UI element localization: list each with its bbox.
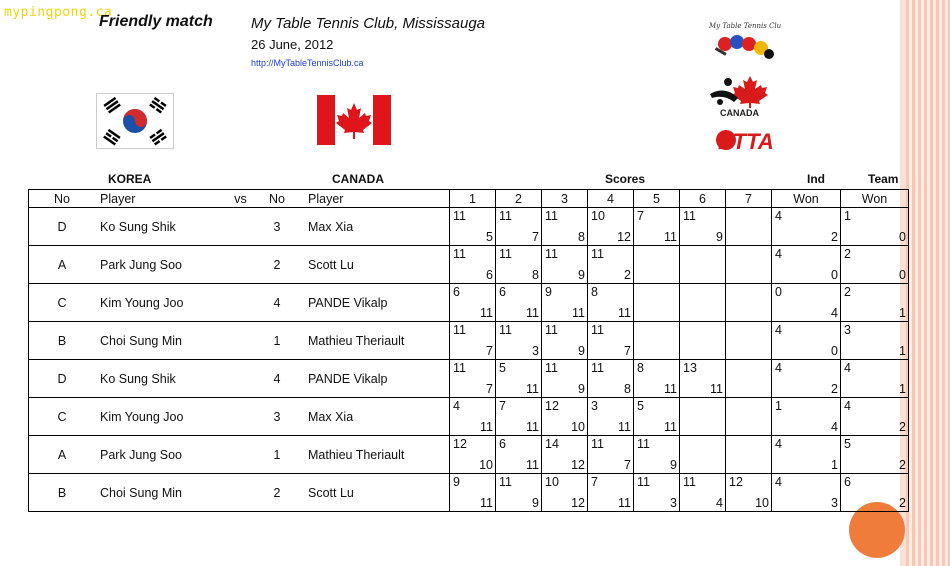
watermark-text: mypingpong.ca	[4, 5, 113, 20]
row-no: B	[29, 474, 96, 512]
game-score-left: 11	[591, 247, 604, 261]
ind-won-left: 4	[775, 323, 782, 337]
row-vs-spacer	[230, 208, 251, 246]
korea-flag	[96, 93, 174, 149]
game-score-right: 7	[486, 344, 493, 358]
game-score-right: 6	[486, 268, 493, 282]
ind-won-cell	[772, 436, 841, 474]
game-score-cell	[634, 284, 680, 322]
game-score-right: 5	[486, 230, 493, 244]
club-logo-text: My Table Tennis Club	[709, 22, 781, 30]
row-no2: 4	[251, 284, 303, 322]
ind-won-right: 4	[831, 420, 838, 434]
game-score-right: 12	[571, 496, 585, 510]
game-score-cell	[726, 436, 772, 474]
match-date: 26 June, 2012	[251, 37, 334, 52]
game-score-left: 11	[545, 209, 558, 223]
ind-won-cell	[772, 474, 841, 512]
game-score-cell	[496, 436, 542, 474]
team-won-right: 1	[899, 382, 906, 396]
game-score-right: 7	[486, 382, 493, 396]
team-won-left: 2	[844, 285, 851, 299]
game-score-left: 11	[453, 361, 466, 375]
ind-won-left: 4	[775, 209, 782, 223]
table-row	[29, 436, 909, 474]
game-score-cell	[450, 474, 496, 512]
team-won-cell	[841, 284, 909, 322]
game-score-right: 7	[624, 344, 631, 358]
game-score-cell	[726, 322, 772, 360]
row-player2: PANDE Vikalp	[303, 360, 450, 398]
game-score-left: 8	[637, 361, 644, 375]
team-won-right: 2	[899, 496, 906, 510]
row-no2: 1	[251, 436, 303, 474]
game-score-left: 11	[683, 475, 696, 489]
game-score-left: 11	[545, 361, 558, 375]
ind-won-right: 0	[831, 268, 838, 282]
club-logo	[701, 18, 781, 64]
game-score-cell	[542, 284, 588, 322]
table-row	[29, 360, 909, 398]
team-won-right: 2	[899, 458, 906, 472]
game-score-right: 2	[624, 268, 631, 282]
game-score-left: 14	[545, 437, 559, 451]
game-score-right: 12	[617, 230, 631, 244]
game-score-cell	[726, 246, 772, 284]
ind-heading: Ind	[807, 172, 825, 186]
ind-won-cell	[772, 208, 841, 246]
game-score-left: 7	[499, 399, 506, 413]
game-score-left: 6	[499, 285, 506, 299]
ind-won-left: 4	[775, 475, 782, 489]
col-player2: Player	[303, 190, 450, 208]
scores-heading: Scores	[605, 172, 646, 186]
game-score-cell	[588, 246, 634, 284]
game-score-left: 7	[637, 209, 644, 223]
row-vs-spacer	[230, 474, 251, 512]
game-score-cell	[726, 360, 772, 398]
game-score-right: 9	[716, 230, 723, 244]
team-won-right: 0	[899, 268, 906, 282]
row-player: Kim Young Joo	[95, 284, 230, 322]
game-score-cell	[680, 284, 726, 322]
game-score-right: 10	[571, 420, 585, 434]
game-score-cell	[450, 322, 496, 360]
team-won-cell	[841, 322, 909, 360]
game-score-left: 12	[453, 437, 467, 451]
game-score-cell	[450, 208, 496, 246]
team-won-right: 2	[899, 420, 906, 434]
game-score-cell	[450, 436, 496, 474]
game-score-cell	[680, 246, 726, 284]
game-score-right: 12	[571, 458, 585, 472]
team-won-cell	[841, 398, 909, 436]
canada-flag	[317, 95, 391, 145]
team-won-left: 2	[844, 247, 851, 261]
game-score-right: 9	[578, 268, 585, 282]
game-score-right: 8	[578, 230, 585, 244]
game-score-left: 11	[499, 323, 512, 337]
game-score-cell	[450, 360, 496, 398]
match-title: Friendly match	[99, 13, 213, 30]
game-score-cell	[588, 398, 634, 436]
game-score-right: 8	[624, 382, 631, 396]
game-score-cell	[680, 360, 726, 398]
col-team-won: Won	[841, 190, 909, 208]
game-score-cell	[542, 360, 588, 398]
row-no: A	[29, 246, 96, 284]
game-score-left: 11	[499, 209, 512, 223]
game-score-cell	[680, 398, 726, 436]
ind-won-right: 0	[831, 344, 838, 358]
game-score-cell	[542, 474, 588, 512]
game-score-cell	[542, 398, 588, 436]
row-vs-spacer	[230, 360, 251, 398]
ind-won-left: 4	[775, 361, 782, 375]
team-won-cell	[841, 436, 909, 474]
game-score-cell	[634, 246, 680, 284]
row-no2: 3	[251, 208, 303, 246]
row-vs-spacer	[230, 246, 251, 284]
row-player2: Max Xia	[303, 208, 450, 246]
team-won-left: 4	[844, 361, 851, 375]
ind-won-right: 2	[831, 230, 838, 244]
team-won-cell	[841, 208, 909, 246]
game-score-cell	[496, 284, 542, 322]
table-row	[29, 208, 909, 246]
row-player: Park Jung Soo	[95, 246, 230, 284]
game-score-right: 11	[480, 306, 493, 320]
row-no: A	[29, 436, 96, 474]
game-score-left: 12	[729, 475, 743, 489]
game-score-left: 13	[683, 361, 697, 375]
col-game-3: 3	[542, 190, 588, 208]
ind-won-left: 4	[775, 247, 782, 261]
left-team-heading: KOREA	[108, 172, 152, 186]
ind-won-cell	[772, 322, 841, 360]
row-no2: 3	[251, 398, 303, 436]
game-score-left: 11	[499, 247, 512, 261]
game-score-left: 7	[591, 475, 598, 489]
team-heading: Team	[868, 172, 899, 186]
game-score-right: 8	[532, 268, 539, 282]
team-won-right: 1	[899, 344, 906, 358]
game-score-left: 11	[637, 475, 650, 489]
game-score-right: 11	[618, 420, 631, 434]
game-score-left: 3	[591, 399, 598, 413]
game-score-right: 11	[710, 382, 723, 396]
game-score-left: 11	[453, 247, 466, 261]
game-score-left: 10	[591, 209, 605, 223]
club-name: My Table Tennis Club, Mississauga	[251, 15, 486, 32]
game-score-cell	[542, 322, 588, 360]
row-vs-spacer	[230, 284, 251, 322]
right-team-heading: CANADA	[332, 172, 384, 186]
row-player: Ko Sung Shik	[95, 208, 230, 246]
row-player2: Max Xia	[303, 398, 450, 436]
team-won-left: 5	[844, 437, 851, 451]
game-score-left: 11	[591, 437, 604, 451]
row-no: D	[29, 208, 96, 246]
game-score-right: 11	[618, 496, 631, 510]
col-game-5: 5	[634, 190, 680, 208]
game-score-cell	[634, 322, 680, 360]
game-score-left: 11	[591, 323, 604, 337]
game-score-left: 4	[453, 399, 460, 413]
row-vs-spacer	[230, 436, 251, 474]
game-score-cell	[680, 436, 726, 474]
canada-tt-logo	[706, 72, 778, 118]
game-score-right: 11	[572, 306, 585, 320]
game-score-cell	[496, 474, 542, 512]
team-won-left: 3	[844, 323, 851, 337]
club-url-link[interactable]: http://MyTableTennisClub.ca	[251, 58, 364, 68]
ind-won-cell	[772, 360, 841, 398]
game-score-cell	[726, 398, 772, 436]
game-score-right: 11	[480, 420, 493, 434]
col-ind-won: Won	[772, 190, 841, 208]
row-player: Park Jung Soo	[95, 436, 230, 474]
game-score-cell	[588, 322, 634, 360]
table-row	[29, 246, 909, 284]
game-score-left: 8	[591, 285, 598, 299]
game-score-right: 9	[532, 496, 539, 510]
ind-won-right: 1	[831, 458, 838, 472]
game-score-right: 4	[716, 496, 723, 510]
ind-won-left: 4	[775, 437, 782, 451]
game-score-cell	[726, 284, 772, 322]
game-score-cell	[450, 284, 496, 322]
team-won-left: 6	[844, 475, 851, 489]
game-score-cell	[496, 322, 542, 360]
game-score-cell	[588, 208, 634, 246]
game-score-left: 9	[453, 475, 460, 489]
game-score-cell	[680, 474, 726, 512]
game-score-left: 11	[683, 209, 696, 223]
game-score-right: 11	[664, 420, 677, 434]
game-score-cell	[634, 436, 680, 474]
team-won-cell	[841, 246, 909, 284]
row-no: C	[29, 398, 96, 436]
game-score-cell	[634, 208, 680, 246]
team-won-right: 0	[899, 230, 906, 244]
team-won-left: 1	[844, 209, 851, 223]
decor-stripes	[906, 0, 950, 566]
team-won-right: 1	[899, 306, 906, 320]
game-score-cell	[726, 474, 772, 512]
col-player: Player	[95, 190, 230, 208]
game-score-cell	[680, 322, 726, 360]
row-no: B	[29, 322, 96, 360]
ind-won-left: 1	[775, 399, 782, 413]
game-score-cell	[588, 474, 634, 512]
row-no2: 4	[251, 360, 303, 398]
game-score-cell	[588, 284, 634, 322]
ptta-logo	[714, 126, 792, 158]
col-no: No	[29, 190, 96, 208]
game-score-right: 11	[526, 458, 539, 472]
col-no2: No	[251, 190, 303, 208]
row-player: Choi Sung Min	[95, 322, 230, 360]
game-score-right: 10	[479, 458, 493, 472]
ind-won-left: 0	[775, 285, 782, 299]
table-row	[29, 474, 909, 512]
ptta-logo-text: PTTA	[718, 129, 774, 154]
row-no2: 2	[251, 474, 303, 512]
row-player2: Scott Lu	[303, 474, 450, 512]
col-game-6: 6	[680, 190, 726, 208]
game-score-cell	[450, 398, 496, 436]
game-score-right: 11	[526, 420, 539, 434]
game-score-right: 3	[532, 344, 539, 358]
game-score-right: 11	[480, 496, 493, 510]
game-score-left: 11	[499, 475, 512, 489]
game-score-right: 7	[532, 230, 539, 244]
canada-tt-logo-text: CANADA	[720, 108, 759, 118]
game-score-left: 11	[453, 209, 466, 223]
ind-won-cell	[772, 246, 841, 284]
table-row	[29, 322, 909, 360]
row-player: Choi Sung Min	[95, 474, 230, 512]
game-score-cell	[680, 208, 726, 246]
row-vs-spacer	[230, 322, 251, 360]
game-score-cell	[496, 360, 542, 398]
game-score-cell	[634, 474, 680, 512]
game-score-cell	[450, 246, 496, 284]
game-score-cell	[542, 208, 588, 246]
ind-won-cell	[772, 398, 841, 436]
ind-won-right: 2	[831, 382, 838, 396]
ind-won-cell	[772, 284, 841, 322]
game-score-cell	[542, 246, 588, 284]
game-score-right: 7	[624, 458, 631, 472]
table-row	[29, 284, 909, 322]
row-player: Kim Young Joo	[95, 398, 230, 436]
game-score-right: 9	[578, 382, 585, 396]
row-vs-spacer	[230, 398, 251, 436]
game-score-left: 11	[545, 247, 558, 261]
col-game-7: 7	[726, 190, 772, 208]
game-score-right: 11	[618, 306, 631, 320]
results-table	[28, 189, 909, 512]
table-row	[29, 398, 909, 436]
row-player: Ko Sung Shik	[95, 360, 230, 398]
table-header-row	[29, 190, 909, 208]
table-body	[29, 208, 909, 512]
col-vs: vs	[230, 190, 251, 208]
game-score-left: 6	[453, 285, 460, 299]
game-score-left: 5	[499, 361, 506, 375]
game-score-right: 11	[664, 230, 677, 244]
game-score-left: 9	[545, 285, 552, 299]
game-score-left: 5	[637, 399, 644, 413]
team-won-cell	[841, 474, 909, 512]
game-score-left: 11	[591, 361, 604, 375]
game-score-right: 9	[670, 458, 677, 472]
row-player2: Mathieu Theriault	[303, 322, 450, 360]
game-score-right: 9	[578, 344, 585, 358]
team-won-left: 4	[844, 399, 851, 413]
game-score-cell	[496, 398, 542, 436]
game-score-cell	[496, 246, 542, 284]
game-score-cell	[496, 208, 542, 246]
row-no2: 2	[251, 246, 303, 284]
game-score-right: 11	[526, 306, 539, 320]
game-score-cell	[726, 208, 772, 246]
game-score-left: 10	[545, 475, 559, 489]
ind-won-right: 4	[831, 306, 838, 320]
row-player2: PANDE Vikalp	[303, 284, 450, 322]
team-won-cell	[841, 360, 909, 398]
row-player2: Scott Lu	[303, 246, 450, 284]
game-score-left: 11	[637, 437, 650, 451]
game-score-cell	[634, 360, 680, 398]
col-game-1: 1	[450, 190, 496, 208]
game-score-cell	[634, 398, 680, 436]
game-score-right: 11	[664, 382, 677, 396]
ind-won-right: 3	[831, 496, 838, 510]
row-no2: 1	[251, 322, 303, 360]
game-score-cell	[588, 360, 634, 398]
game-score-right: 3	[670, 496, 677, 510]
game-score-cell	[588, 436, 634, 474]
game-score-right: 11	[526, 382, 539, 396]
game-score-left: 6	[499, 437, 506, 451]
game-score-left: 11	[545, 323, 558, 337]
col-game-4: 4	[588, 190, 634, 208]
game-score-left: 12	[545, 399, 559, 413]
col-game-2: 2	[496, 190, 542, 208]
game-score-right: 10	[755, 496, 769, 510]
row-no: C	[29, 284, 96, 322]
game-score-cell	[542, 436, 588, 474]
row-player2: Mathieu Theriault	[303, 436, 450, 474]
row-no: D	[29, 360, 96, 398]
game-score-left: 11	[453, 323, 466, 337]
